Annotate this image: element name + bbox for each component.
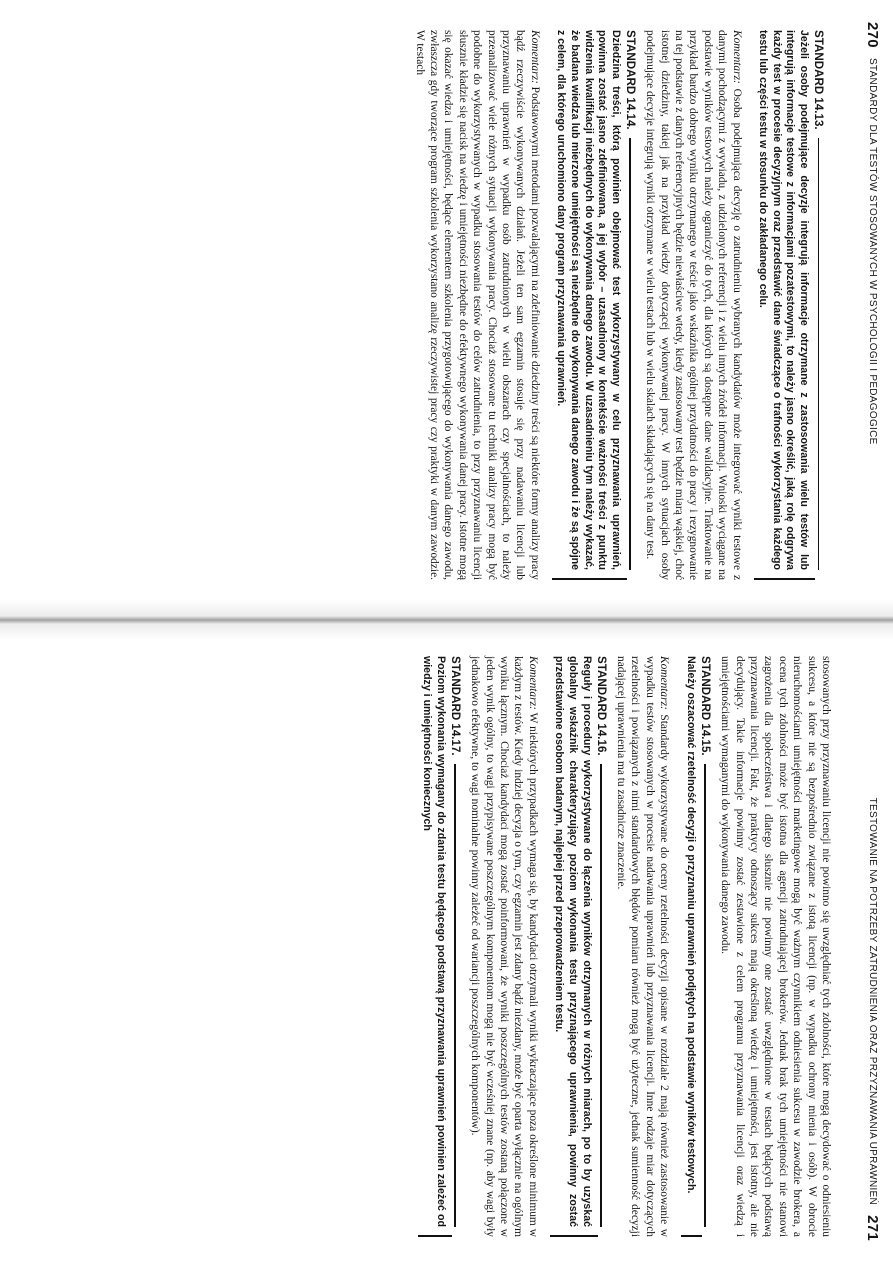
standard-body: Jeżeli osoby podejmujące decyzje integrują informacje otrzymane z zastosowania wielu testów lub integrują informacje testowe z informacjami pozatestowymi, to należy jasno określić, jaką rolę odgrywa każdy test w procesie decyzyjnym oraz przedstawić dane świadczące o trafności wykorzystania każdego testu lub części testu w stosunku do zakładanego celu.	[757, 30, 810, 570]
running-head: TESTOWANIE NA POTRZEBY ZATRUDNIENIA ORAZ PRZYZNAWANIA UPRAWNIEŃ	[867, 797, 879, 1206]
standard-title: STANDARD 14.16.	[595, 656, 608, 1227]
comment-text: Osoba podejmująca decyzję o zatrudnieniu wybranych kandydatów może integrować wyniki testowe z danymi pochodzącymi z wywiadu, z udzielonych referencji i z wielu innych źródeł informacji. Wnioski wyciągane na podstawie wyników testowych należy ograniczyć do tych, dla których są dostępne dane walidacyjne. Traktowanie na przykład bardzo dobrego wyniku otrzymanego w teście jako wskaźnika ogólnej przydatności do pracy i rezygnowanie na tej podstawie z danych referencyjnych będzie niewłaściwe wtedy, kiedy zastosowany test będzie miarą wąskiej, choć istotnej dziedziny, takiej jak na przykład wiedzy dotyczącej wykonywanej pracy. W innych sytuacjach osoby podejmujące decyzje integrują wyniki otrzymane w wielu testach lub w wielu skalach składających się na dany test.	[644, 30, 743, 580]
comment-lead: Komentarz:	[658, 656, 671, 710]
left-header	[861, 22, 885, 578]
left-column	[406, 30, 831, 580]
comment-text: Podstawowymi metodami pozwalającymi na zdefiniowanie dziedziny treści są niektóre formy analizy pracy bądź rzeczywiście wykonywanych działań. Jeżeli ten sam egzamin stosuje się przy nadawaniu licencji lub przyznawaniu uprawnień w wypadku osób zatrudnionych w wielu obszarach czy specjalnościach, to należy przeanalizować wiele różnych sytuacji wykonywania pracy. Chociaż stosowane tu techniki analizy pracy mogą być podobne do wykorzystywanych w wypadku stosowania testów do celów zatrudnienia, to przy przyznawaniu licencji słusznie kładzie się nacisk na wiedzę i umiejętności niezbędne do efektywnego wykonywania danej pracy. Istotne mogą się okazać wiedza i umiejętności, będące elementem szkolenia przygotowującego do wykonywania danego zawodu, zwłaszcza gdy tworzące program szkolenia wykorzystano analizę rzeczywistej pracy czy praktyki w danym zawodzie. W testach	[413, 30, 541, 580]
comment-paragraph	[412, 30, 542, 580]
comment-paragraph	[614, 656, 672, 1237]
comment-paragraph	[643, 30, 744, 580]
standard-14-15	[683, 656, 712, 1237]
comment-text: Standardy wykorzystywane do oceny rzetelności decyzji opisane w rozdziale 2 mają również zastosowanie w wypadku testów stosowanych w procesie nadawania uprawnień lub przyznawania licencji. Inne rodzaje miar dotyczących rzetelności i powiązanych z nimi standardowych błędów pomiaru również mogą być użyteczne, jednak sumienność decyzji nadającej uprawnienia ma tu zasadnicze znaczenie.	[614, 656, 671, 1237]
comment-lead: Komentarz:	[526, 656, 539, 710]
page-number: 271	[864, 1215, 882, 1241]
standard-title: STANDARD 14.15.	[699, 656, 712, 1227]
continuation-paragraph: stosowanych przy przyznawaniu licencji nie powinno się uwzględniać tych zdolności, które mogą decydować o odniesieniu sukcesu, a które nie są bezpośrednio związane z istotą licencji (np. w wypadku ochrony mienia i osób). W obrocie nieruchomościami umiejętności marketingowe mogą być ważnym czynnikiem odniesienia sukcesu w zawodzie brokera, a ocena tych zdolności może być istotna dla agencji zatrudniającej brokerów. Jednak brak tych umiejętności nie stanowi zagrożenia dla społeczeństwa i dlatego słusznie nie powinny one zostać uwzględnione w testach będących podstawą przyznawania licencji. Fakt, że praktycy odnoszący sukces mają określoną wiedzę i umiejętności, jest istotny, ale nie decydujący. Takie informacje powinny zostać zestawione z celem programu przyznawania licencji oraz wiedzą i umiejętnościami wymaganymi do wykonywania danego zawodu.	[719, 656, 832, 1237]
standard-title: STANDARD 14.14.	[624, 30, 637, 570]
standard-body: Reguły i procedury wykorzystywane do łączenia wyników otrzymanych w różnych miarach, po to by uzyskać globalny wskaźnik charakteryzujący poziom wykonania testu przyznającego uprawnienia, powinny zostać przedstawione osobom badanym, najlepiej przed przeprowadzeniem testu.	[553, 656, 593, 1227]
standard-body: Należy oszacować rzetelność decyzji o przyznaniu uprawnień podjętych na podstawie wyników testowych.	[684, 656, 697, 1194]
comment-lead: Komentarz:	[528, 30, 541, 84]
standard-title: STANDARD 14.13.	[812, 30, 825, 570]
page-number: 270	[864, 22, 882, 48]
running-head: STANDARDY DLA TESTÓW STOSOWANYCH W PSYCHOLOGII I PEDAGOGICE	[867, 57, 879, 445]
comment-lead: Komentarz:	[730, 30, 743, 84]
book-gutter	[0, 600, 893, 640]
right-page	[0, 640, 893, 1263]
standard-body: Poziom wykonania wymagany do zdania testu będącego podstawą przyznawania uprawnień powinien zależeć od wiedzy i umiejętności koniecznych	[421, 656, 447, 1227]
left-page	[0, 0, 893, 600]
standard-body: Dziedzina treści, którą powinien obejmować test wykorzystywany w celu przyznawania uprawnień, powinna zostać jasno zdefiniowana, a jej wybór – uzasadniony w kontekście ważności treści z punktu widzenia kwalifikacji niezbędnych do wykonywania danego zawodu. W uzasadnieniu tym należy wykazać, że badana wiedza lub mierzone umiejętności są niezbędne do wykonywania danego zawodu i że są spójne z celem, dla którego uruchomiono dany program przyznawania uprawnień.	[555, 30, 622, 570]
comment-text: W niektórych przypadkach wymaga się, by kandydaci otrzymali wyniki wykraczające poza określone minimum w każdym z testów. Kiedy indziej decyzja o tym, czy egzamin jest zdany bądź niezdany, może być oparta wyłącznie na ogólnym wyniku łącznym. Chociaż kandydaci mogą zostać poinformowani, że wyniki poszczególnych testów zostaną połączone w jeden wynik ogólny, to wagi przypisywane poszczególnym komponentom mogą nie być wcześniej znane (np. aby wagi były jednakowo efektywne, to wagi nominalne powinny zależeć od wariancji poszczególnych komponentów).	[469, 656, 539, 1237]
standard-14-14	[554, 30, 637, 580]
standard-title: STANDARD 14.17.	[449, 656, 462, 1227]
standard-14-17	[420, 656, 462, 1237]
right-column	[408, 656, 833, 1237]
standard-14-13	[756, 30, 825, 580]
comment-paragraph	[468, 656, 540, 1237]
standard-14-16	[552, 656, 608, 1237]
right-header	[861, 662, 885, 1241]
